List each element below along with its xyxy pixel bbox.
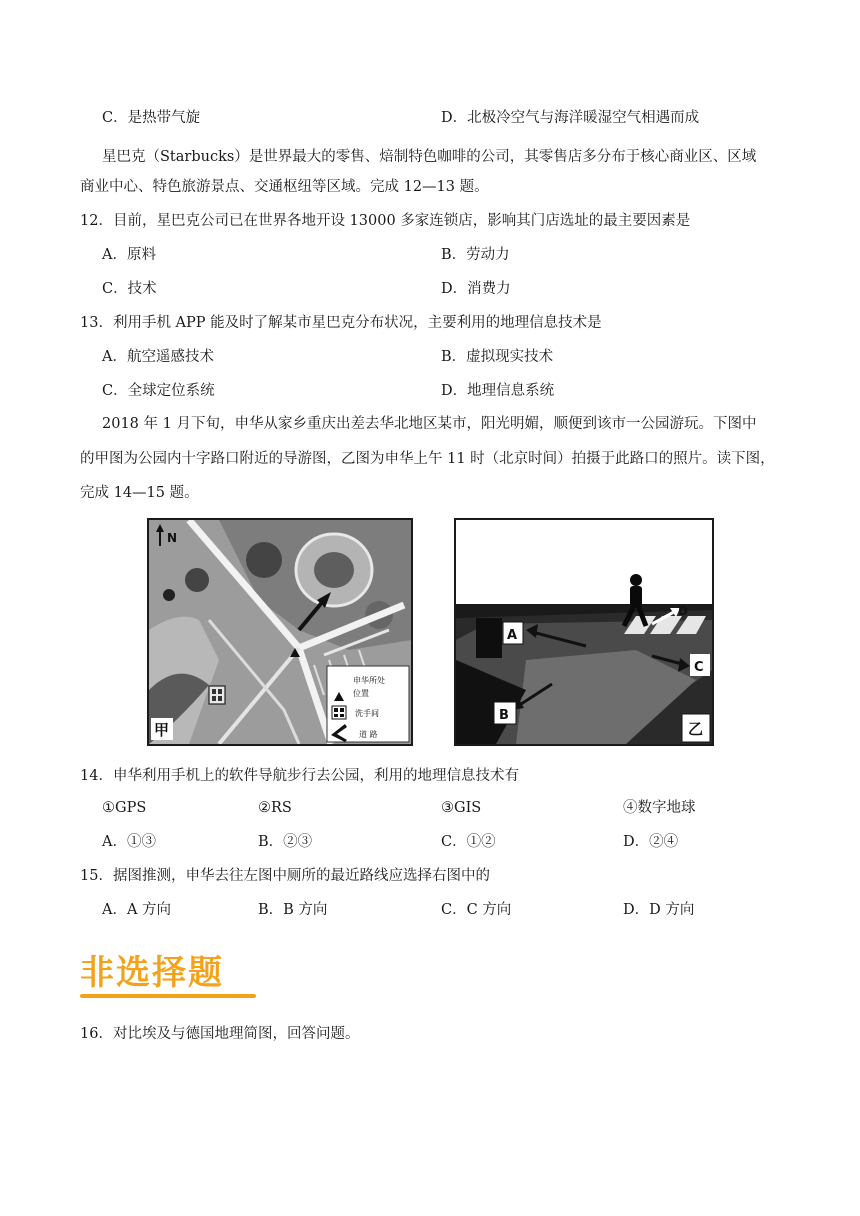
north-label: N bbox=[167, 531, 178, 545]
section-underline bbox=[80, 994, 256, 998]
q15-option-d: D．D 方向 bbox=[623, 902, 695, 918]
q13-option-a: A．航空遥感技术 bbox=[102, 349, 214, 365]
q12-stem: 12．目前，星巴克公司已在世界各地开设 13000 多家连锁店，影响其门店选址的最主要因素是 bbox=[80, 213, 691, 229]
section-title: 非选择题 bbox=[80, 953, 224, 993]
passage2-line1: 2018 年 1 月下旬，申华从家乡重庆出差去华北地区某市，阳光明媚，顺便到该市一公园游玩。下图中 bbox=[102, 416, 757, 432]
q11-option-d: D．北极冷空气与海洋暖湿空气相遇而成 bbox=[441, 110, 700, 126]
q14-item-4: ④数字地球 bbox=[623, 800, 696, 816]
q15-option-a: A．A 方向 bbox=[102, 902, 172, 918]
toilet-legend-icon bbox=[332, 706, 346, 719]
q13-stem: 13．利用手机 APP 能及时了解某市星巴克分布状况，主要利用的地理信息技术是 bbox=[80, 315, 602, 331]
q14-option-d: D．②④ bbox=[623, 834, 679, 850]
q13-option-b: B．虚拟现实技术 bbox=[441, 349, 554, 365]
q14-item-2: ②RS bbox=[258, 800, 292, 816]
figure-b-label: 乙 bbox=[688, 720, 704, 738]
q15-option-c: C．C 方向 bbox=[441, 902, 512, 918]
park-map-graphic bbox=[149, 520, 411, 744]
crossroad-photo-graphic bbox=[456, 520, 712, 744]
figure-a-label: 甲 bbox=[154, 721, 170, 739]
legend-position-line1: 申华所处 bbox=[353, 676, 385, 685]
q12-option-a: A．原料 bbox=[102, 247, 156, 263]
q14-item-3: ③GIS bbox=[441, 800, 482, 816]
legend-position-line2: 位置 bbox=[353, 689, 369, 698]
q12-option-d: D．消费力 bbox=[441, 281, 511, 297]
passage2-line3: 完成 14—15 题。 bbox=[80, 485, 199, 501]
q11-option-c: C．是热带气旋 bbox=[102, 110, 201, 126]
arrow-b-label: B bbox=[499, 708, 509, 723]
q14-option-c: C．①② bbox=[441, 834, 496, 850]
legend-toilet: 洗手间 bbox=[355, 709, 379, 718]
passage1-line1: 星巴克（Starbucks）是世界最大的零售、焙制特色咖啡的公司，其零售店多分布于核心商业区、区域 bbox=[102, 149, 757, 165]
arrow-c-label: C bbox=[694, 660, 704, 675]
q13-option-d: D．地理信息系统 bbox=[441, 383, 555, 399]
passage1-line2: 商业中心、特色旅游景点、交通枢纽等区域。完成 12—13 题。 bbox=[80, 179, 489, 195]
q15-stem: 15．据图推测，申华去往左图中厕所的最近路线应选择右图中的 bbox=[80, 868, 490, 884]
passage2-line2: 的甲图为公园内十字路口附近的导游图，乙图为申华上午 11 时（北京时间）拍摄于此路口的照片。读下图， bbox=[80, 451, 775, 467]
q12-option-c: C．技术 bbox=[102, 281, 157, 297]
q14-stem: 14．申华利用手机上的软件导航步行去公园，利用的地理信息技术有 bbox=[80, 768, 519, 784]
q14-option-a: A．①③ bbox=[102, 834, 156, 850]
arrow-d-label: D bbox=[678, 604, 688, 618]
q15-option-b: B．B 方向 bbox=[258, 902, 328, 918]
q13-option-c: C．全球定位系统 bbox=[102, 383, 215, 399]
figure-b-crossroad-photo bbox=[454, 518, 714, 746]
q14-option-b: B．②③ bbox=[258, 834, 313, 850]
q16-stem: 16．对比埃及与德国地理简图，回答问题。 bbox=[80, 1026, 360, 1042]
arrow-a-label: A bbox=[507, 628, 518, 643]
figure-a-park-map bbox=[147, 518, 413, 746]
q14-item-1: ①GPS bbox=[102, 800, 147, 816]
legend-road: 道 路 bbox=[359, 730, 378, 739]
q12-option-b: B．劳动力 bbox=[441, 247, 510, 263]
